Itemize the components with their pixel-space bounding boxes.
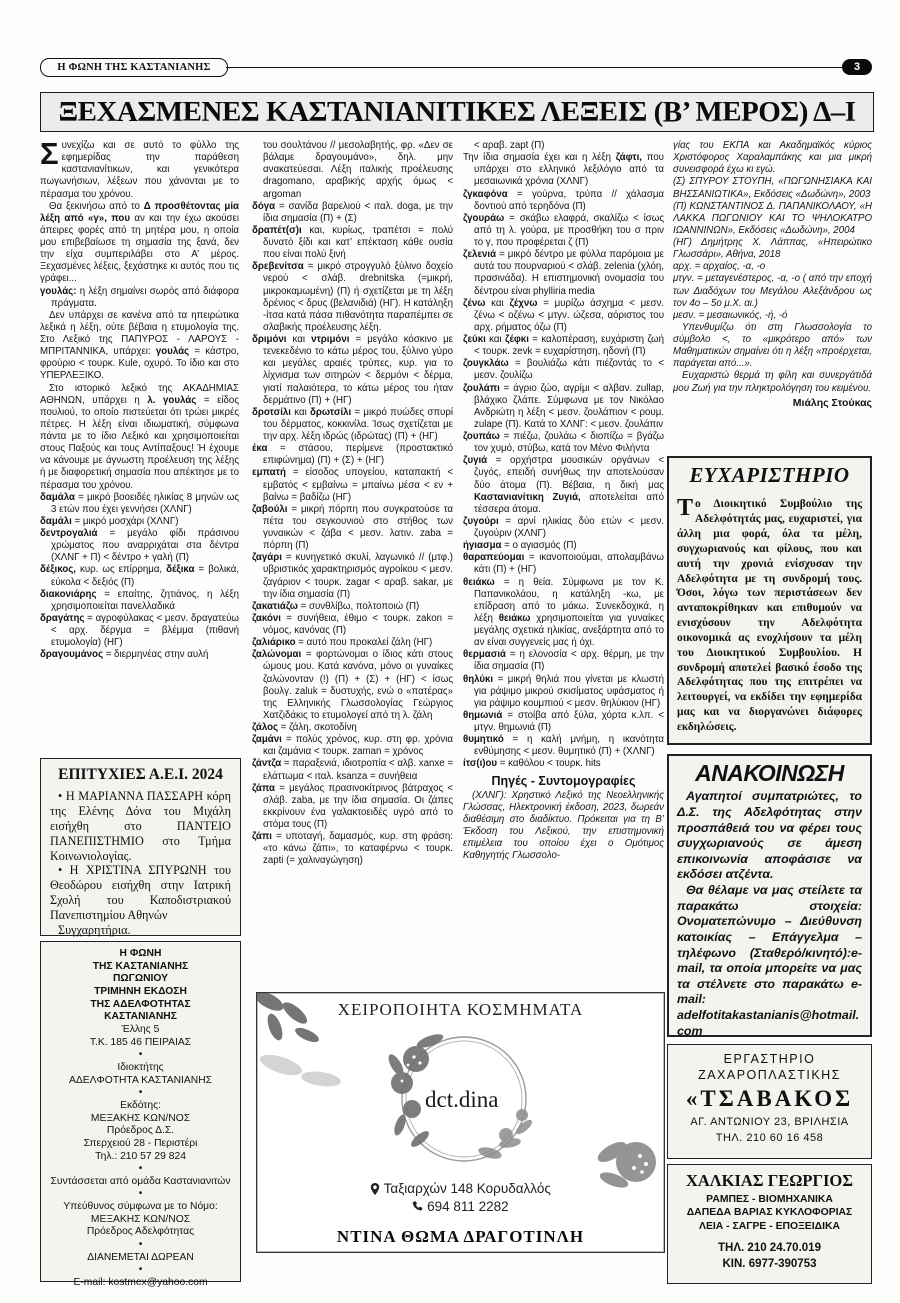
masthead-box	[40, 941, 241, 1289]
paragraph: αρχ. = αρχαίος, -α, -ο	[673, 261, 766, 273]
jewelry-brand-logo: dct.dina	[425, 1087, 499, 1112]
paragraph: μεσν. = μεσαιωνικός, -ή, -ό	[673, 309, 788, 321]
paragraph: Εκδότης:	[120, 1099, 161, 1111]
successes-items	[50, 789, 231, 938]
paragraph: ζουλάπι = άγριο ζώο, αγρίμι < αλβαν. zullap, βλάχικο ζλάπε. Σύμφωνα με τον Νικόλαο Ανδριώτη η λέξη < μεσν. ζουλάπιον < ρουμ. zulape (Π). Κατά το ΧΛΝΓ: < μεσν. ζουλάπιν	[463, 382, 664, 430]
col3-paragraphs	[463, 140, 664, 771]
paragraph: Δεν υπάρχει σε κανένα από τα ηπειρώτικα λεξικά η λέξη, ούτε βέβαια η ετυμολογία της. Στο Λεξικό της ΠΑΠΥΡΟΣ - ΛΑΡΟΥΣ - ΜΠΡΙΤΑΝΝΙΚΑ, υπάρχει: γουλάς = κάστρο, φρούριο < τουρκ. Kule, οχυρό. Το ίδιο και στο ΥΠΕΡΛΕΞΙΚΟ.	[40, 309, 239, 382]
jewelry-owner-name: ΝΤΙΝΑ ΘΩΜΑ ΔΡΑΓΟΤΙΝΛΗ	[336, 1227, 585, 1246]
jewelry-ad-header: ΧΕΙΡΟΠΟΙΗΤΑ ΚΟΣΜΗΜΑΤΑ	[337, 1000, 584, 1019]
paragraph: ΑΔΕΛΦΟΤΗΤΑ ΚΑΣΤΑΝΙΑΝΗΣ	[68, 1074, 213, 1086]
paragraph: δεντρογαλιά = μεγάλο φίδι πράσινου χρώματος που αναρριχάται στα δέντρα (ΧΛΝΓ + Π) < δέντρο + γαλή (Π)	[40, 528, 239, 564]
paragraph: ζαλιάρικο = αυτό που προκαλεί ζάλη (ΗΓ)	[252, 637, 433, 649]
flooring-ad	[667, 1164, 872, 1284]
paragraph: ζεύκι και ζέφκι = καλοπέραση, ευχάριστη ζωή < τουρκ. zevk = ευχαρίστηση, ηδονή (Π)	[463, 334, 664, 358]
paragraph: ζαμάνι = πολύς χρόνος, κυρ. στη φρ. χρόνια και ζαμάνια < τουρκ. zaman = χρόνος	[252, 734, 453, 758]
paragraph: ΜΕΞΑΚΗΣ ΚΩΝ/ΝΟΣ	[90, 1213, 191, 1225]
paragraph: Την ίδια σημασία έχει και η λέξη ζάφτι, που υπάρχει στο ελληνικό λεξιλόγιο από τα μεσαιωνικά χρόνια (ΧΛΝΓ)	[463, 152, 664, 188]
paragraph: Τ.Κ. 185 46 ΠΕΙΡΑΙΑΣ	[89, 1036, 192, 1048]
jewelry-phone	[257, 1199, 664, 1215]
paragraph: ζένω και ζέχνω = μυρίζω άσχημα < μεσν. ζένω < οζένω < μτγν. ώζεσα, αόριστος του αρχ. ρήματος όζω (Π)	[463, 297, 664, 333]
location-pin-icon	[370, 1183, 380, 1195]
paragraph: Πρόεδρος Δ.Σ.	[106, 1125, 175, 1137]
sources-text: (ΧΛΝΓ): Χρηστικό Λεξικό της Νεοελληνικής Γλώσσας, Ηλεκτρονική έκδοση, 2023, δωρεάν διαθέσιμη στο διαδίκτυο. Πρόκειται για τη Β’ Έκδοση του Λεξικού, την επιστημονική επιμέλεια του οποίου έχει ο Ομότιμος Καθηγητής Γλωσσολο-	[463, 789, 664, 862]
pastry-shop-ad	[667, 1044, 872, 1159]
paragraph: ζγουράω = σκάβω ελαφρά, σκαλίζω < ίσως από τη λ. γούρα, με προσθήκη του σ πριν το γ, που προφέρεται ζ (Π)	[463, 212, 664, 248]
paragraph: (Σ) ΣΠΥΡΟΥ ΣΤΟΥΠΗ, «ΠΩΓΩΝΗΣΙΑΚΑ ΚΑΙ ΒΗΣΣΑΝΙΩΤΙΚΑ», Εκδόσεις «Δωδώνη», 2003	[673, 176, 872, 200]
paragraph: Πρόεδρος Αδελφότητας	[86, 1226, 195, 1238]
pastry-shop-name: «ΤΣΑΒΑΚΟΣ	[685, 1085, 854, 1111]
paragraph: ζαγάρι = κυνηγετικό σκυλί, λαγωνικό // (μτφ.) υβριστικός χαρακτηρισμός αγροίκου < μεσν. ζαγάριον < τουρκ. zagar < αραβ. sakar, με την ίδια σημασία (Π)	[252, 552, 453, 600]
paragraph: γίας του ΕΚΠΑ και Ακαδημαϊκός κύριος Χριστόφορος Χαραλαμπάκης και μια μικρή συνεισφορά έχω κι εγώ.	[673, 140, 872, 176]
jewelry-ad	[256, 992, 665, 1253]
paragraph: δραπέτ(σ)ι και, κυρίως, τραπέτσι = πολύ δυνατό ξίδι και κατ’ επέκταση κάθε ουσία που είναι πολύ ξινή	[252, 224, 453, 261]
sources-paragraphs	[673, 140, 872, 395]
paragraph: θειάκω = η θεία. Σύμφωνα με τον Κ. Παπανικολάου, η κατάληξη -κω, με επίδραση από το μάκω. Συνεκδοχικά, η λέξη θειάκω χρησιμοποιείται για γυναίκες μεγάλης σχετικά ηλικίας, ανεξάρτητα από το αν είναι συγγενείς μας ή όχι.	[463, 576, 664, 649]
thank-you-text: ο Διοικητικό Συμβούλιο της Αδελφότητάς μας, ευχαριστεί, για άλλη μια φορά, όλα τα μέλη, συγχωριανούς και φίλους, που και αυτή την χρονιά ενίσχυσαν την Αδελφότητα με τη συνδρομή τους. Όσοι, λόγω των περιστάσεων δεν ανταποκρίθηκαν και επιθυμούν να ενισχύσουν την Αδελφότητα οικονομικά ας ενοχλήσουν τα μέλη του Διοικητικού Συμβουλίου. Η συνδρομή αποτελεί βασικό έσοδο της Αδελφότητας που της επιτρέπει να λειτουργεί, να εκδίδει την εφημερίδα μας και να διοργανώνει διάφορες εκδηλώσεις.	[677, 498, 862, 733]
jewelry-phone-text: 694 811 2282	[427, 1199, 509, 1214]
page-number: 3	[842, 59, 872, 75]
paragraph: •	[138, 1049, 143, 1061]
drop-cap: Σ	[40, 140, 59, 171]
sources-heading: Πηγές - Συντομογραφίες	[491, 773, 636, 788]
paragraph: ΔΙΑΝΕΜΕΤΑΙ ΔΩΡΕΑΝ	[87, 1251, 194, 1263]
paragraph: ζυγιά = ορχήστρα μουσικών οργάνων < ζυγός, επειδή συνήθως την αποτελούσαν δύο άτομα (Π). Βέβαια, η δική μας Καστανιανίτικη Ζυγιά, αποτελείται από τέσσερα άτομα.	[463, 455, 664, 515]
paragraph: ζάπα = μεγάλος πρασινοκίτρινος βάτραχος < σλάβ. zaba, με την ίδια σημασία. Οι ζάπες εκκρίνουν ένα γαλακτοειδές υγρό από το στόμα τους (Π)	[252, 782, 453, 830]
newspaper-title: Η ΦΩΝΗ ΤΗΣ ΚΑΣΤΑΝΙΑΝΗΣ	[40, 58, 228, 77]
paragraph: (ΗΓ) Δημήτρης Χ. Λάππας, «Ηπειρώτικο Γλωσσάρι», Αθήνα, 2018	[673, 237, 872, 261]
paragraph: •	[138, 1163, 143, 1175]
paragraph: ζάλος = ζάλη, σκοτοδίνη	[252, 722, 357, 733]
jewelry-address	[257, 1181, 664, 1197]
announcement-title: ΑΝΑΚΟΙΝΩΣΗ	[695, 760, 844, 786]
article-column-4	[673, 140, 872, 454]
masthead-lines	[45, 948, 236, 1290]
paragraph: Συντάσσεται από ομάδα Καστανιανιτών	[50, 1175, 231, 1187]
paragraph: Ευχαριστώ θερμά τη φίλη και συνεργάτιδά μου Ζωή για την πληκτρολόγηση του κειμένου.	[673, 370, 872, 394]
thank-you-box	[667, 456, 872, 745]
paragraph: ΜΕΞΑΚΗΣ ΚΩΝ/ΝΟΣ	[90, 1112, 191, 1124]
paragraph: θυμητικό = η καλή μνήμη, η ικανότητα ενθύμησης < μεσν. θυμητικό (Π) + (ΧΛΝΓ)	[463, 734, 664, 758]
col2-paragraphs	[252, 140, 453, 868]
article-column-2	[252, 140, 453, 988]
header-rule	[226, 67, 846, 68]
paragraph: ζάντζα = παραξενιά, ιδιοτροπία < αλβ. xanxe = ελάττωμα < ιταλ. ksanza = συνήθεια	[252, 758, 453, 782]
paragraph: μτγν. = μεταγενέστερος, -α, -ο ( από την εποχή των Διαδόχων του Μεγάλου Αλεξάνδρου ως τον 4ο – 5ο μ.Χ. αι.)	[673, 273, 872, 309]
article-column-1	[40, 140, 239, 754]
paragraph: δαμάλα = μικρό βοοειδές ηλικίας 8 μηνών ως 3 ετών που έχει γεννήσει (ΧΛΝΓ)	[40, 491, 239, 515]
paragraph: δαμάλι = μικρό μοσχάρι (ΧΛΝΓ)	[40, 515, 179, 527]
paragraph: •	[138, 1239, 143, 1251]
paragraph: ΚΑΣΤΑΝΙΑΝΗΣ	[104, 1011, 177, 1023]
paragraph: Συγχαρητήρια.	[58, 922, 131, 937]
paragraph: • Η ΜΑΡΙΑΝΝΑ ΠΑΣΣΑΡΗ κόρη της Ελένης Δόνα του Μιχάλη εισήχθη στο ΠΑΝΤΕΙΟ ΠΑΝΕΠΙΣΤΗΜΙΟ στο Τμήμα Κοινωνιολογίας.	[50, 789, 231, 863]
paragraph: ζουπάω = πιέζω, ζουλάω < διοπίζω = βγάζω τον χυμό, στύβω, κατά τον Μένο Φιλήντα	[463, 431, 664, 455]
article-column-3	[463, 140, 664, 988]
paragraph: Ιδιοκτήτης	[117, 1061, 164, 1073]
paragraph: ζαβούλι = μικρή πόρπη που συγκρατούσε τα πέτα του σεγκουνιού στο στήθος των γυναικών < ζάβα < μεσν. λατιν. zaba = πόρπη (Π)	[252, 503, 453, 552]
page-header	[40, 58, 872, 80]
flooring-tel: ΤΗΛ. 210 24.70.019	[718, 1242, 821, 1255]
lead-text: υνεχίζω και σε αυτό το φύλλο της εφημερίδας την παράθεση καστανιανίτικων, και γενικότερα πωγωνήσιων, λέξεων που χάνονται με το πέρασμα του χρόνου.	[40, 140, 239, 200]
paragraph: ζυγούρι = αρνί ηλικίας δύο ετών < μεσν. ζυγούριν (ΧΛΝΓ)	[463, 515, 664, 539]
paragraph: δραγουμάνος = διερμηνέας στην αυλή	[40, 649, 209, 661]
paragraph: Υπεύθυνος σύμφωνα με το Νόμο:	[63, 1201, 218, 1213]
paragraph: Υπενθυμίζω ότι στη Γλωσσολογία το σύμβολο <, το «μικρότερο από» των Μαθηματικών σημαίνει ότι η λέξη «προέρχεται, παράγεται από...».	[673, 321, 872, 370]
paragraph: adelfotitakastanianis@hotmail.com	[677, 1008, 860, 1038]
paragraph: ζάπι = υποταγή, δαμασμός, κυρ. στη φράση: «το κάνω ζάπι», το καταφέρνω < τουρκ. zapti (= χαλιναγώγηση)	[252, 831, 453, 867]
thank-you-title: ΕΥΧΑΡΙΣΤΗΡΙΟ	[689, 463, 850, 487]
pastry-address: ΑΓ. ΑΝΤΩΝΙΟΥ 23, ΒΡΙΛΗΣΙΑ	[690, 1115, 849, 1128]
paragraph: Έλλης 5	[121, 1023, 160, 1035]
paragraph: • Η ΧΡΙΣΤΙΝΑ ΣΠΥΡΩΝΗ του Θεοδώρου εισήχθη στην Ιατρική Σχολή του Καποδιστριακού Πανεπιστημίου Αθηνών	[50, 863, 231, 923]
thank-you-body	[677, 497, 862, 734]
paragraph: θερμασιά = η ελονοσία < αρχ. θέρμη, με την ίδια σημασία (Π)	[463, 649, 664, 673]
paragraph: •	[138, 1188, 143, 1200]
paragraph: γουλάς: η λέξη σημαίνει σωρός από διάφορα πράγματα.	[40, 285, 239, 309]
phone-icon	[412, 1201, 423, 1212]
flooring-line2: ΔΑΠΕΔΑ ΒΑΡΙΑΣ ΚΥΚΛΟΦΟΡΙΑΣ	[686, 1207, 853, 1219]
pastry-phone: ΤΗΛ. 210 60 16 458	[715, 1132, 824, 1145]
paragraph: δέξικος, κυρ. ως επίρρημα, δέξικα = βολικά, εύκολα < δεξιός (Π)	[40, 564, 239, 588]
announcement-box	[667, 754, 872, 1037]
pastry-line1: ΕΡΓΑΣΤΗΡΙΟ	[723, 1052, 816, 1066]
paragraph: Σπερχειού 28 - Περιστέρι	[83, 1137, 198, 1149]
flooring-name: ΧΑΛΚΙΑΣ ΓΕΩΡΓΙΟΣ	[685, 1171, 854, 1190]
paragraph: ζελενιά = μικρό δέντρο με φύλλα παρόμοια με αυτά του πουρναριού < σλάβ. zelenia (χλόη, πρασινάδα). Η επιστημονική ονομασία του δέντρου είναι phylliria media	[463, 249, 664, 297]
flooring-line3: ΛΕΙΑ - ΣΑΓΡΕ - ΕΠΟΞΕΙΔΙΚΑ	[699, 1220, 840, 1232]
paragraph: δόγα = σανίδα βαρελιού < ιταλ. doga, με την ίδια σημασία (Π) + (Σ)	[252, 200, 453, 224]
paragraph: ζακόνι = συνήθεια, έθιμο < τουρκ. zakon = νόμος, κανόνας (Π)	[252, 612, 453, 636]
paragraph: ήγιασμα = ο αγιασμός (Π)	[463, 540, 577, 552]
paragraph: < αραβ. zapt (Π)	[474, 140, 545, 151]
lead-paragraph	[40, 140, 239, 201]
drop-cap: Τ	[677, 495, 694, 522]
paragraph: θημωνιά = στοίβα από ξύλα, χόρτα κ.λπ. < μτγν. θημωνιά (Π)	[463, 709, 664, 733]
jewelry-address-text: Ταξιαρχών 148 Κορυδαλλός	[383, 1181, 551, 1196]
flooring-mobile: ΚΙΝ. 6977-390753	[722, 1257, 817, 1270]
paragraph: Θα θέλαμε να μας στείλετε τα παρακάτω στοιχεία: Ονοματεπώνυμο – Διεύθυνση κατοικίας – Επάγγελμα – τηλέφωνο (Σταθερό/κινητό):e-mail, τα οποία μπορείτε να μας τα στέλνετε στο παρακάτω e-mail:	[677, 883, 862, 1007]
paragraph: Στο ιστορικό λεξικό της ΑΚΑΔΗΜΙΑΣ ΑΘΗΝΩΝ, υπάρχει η λ. γουλάς = είδος πουλιού, το οποίο πιστεύεται ότι τρώει μικρές πέτρες. Η λέξη είναι ιδιωματική, σύμφωνα πάντα με το ίδιο Λεξικό και χρησιμοποιείται στους Παξούς και τους Αντίπαξους! Ή έχουμε να κάνουμε με άγνωστη προέλευση της λέξης ή με διαφορετική σημασία που απέκτησε με το πέρασμα του χρόνου.	[40, 382, 239, 491]
paragraph: ΠΩΓΩΝΙΟΥ	[112, 973, 169, 985]
paragraph: ζγκαφόνα = γούρνα, τρύπα // χάλασμα δοντιού από τερηδόνα (Π)	[463, 188, 664, 212]
paragraph: δριμόνι και ντριμόνι = μεγάλο κόσκινο με τενεκεδένιο το κάτω μέρος του, ξύλινο γύρο και μεγάλες αραιές τρύπες, κυρ. για το λίχνισμα των σιτηρών < δερμόνι < δέρμα, γιατί παλαιότερα, το κάτω μέρος του ήταν δερμάτινο (Π) + (ΗΓ)	[252, 334, 453, 406]
paragraph: E-mail: kostmex@yahoo.com	[73, 1277, 208, 1289]
paragraph: Τηλ.: 210 57 29 824	[95, 1150, 186, 1162]
paragraph: Αγαπητοί συμπατριώτες, το Δ.Σ. της Αδελφότητας στην προσπάθειά του να φέρει τους συγχωριανούς σε άμεση επικοινωνία αποφάσισε να εκδόσει ατζέντα.	[677, 789, 862, 882]
paragraph: ζαλώνομαι = φορτώνομαι ο ίδιος κάτι στους ώμους μου. Κατά κανόνα, μόνο οι γυναίκες ζαλώνονταν (!) (Π) + (Σ) + (ΗΓ) < ίσως βουλγ. zaluk = δυστυχής, ενώ ο «πατέρας» της Ελληνικής Γλωσσολογίας Γεώργιος Χατζιδάκις το ετυμολογεί από τη λ. ζάλη	[252, 649, 453, 721]
paragraph: ζουγκλάω = βουλιάζω κάτι πιέζοντάς το < μεσν. ζουλίζω	[463, 358, 664, 382]
flooring-line1: ΡΑΜΠΕΣ - ΒΙΟΜΗΧΑΝΙΚΑ	[706, 1193, 833, 1205]
paragraph: ΤΗΣ ΑΔΕΛΦΟΤΗΤΑΣ	[90, 998, 191, 1010]
paragraph: ΤΡΙΜΗΝΗ ΕΚΔΟΣΗ	[94, 985, 187, 997]
paragraph: του σουλτάνου // μεσολαβητής, φρ. «Δεν σε βάλαμε δραγουμάνο», δηλ. μην ανακατεύεσαι. Λέξη ιταλικής προέλευσης dragomano, αραβικής αρχής όμως < argoman	[263, 140, 453, 200]
paragraph: δρεβενίτσα = μικρό στρογγυλό ξύλινο δοχείο νερού < σλάβ. drebnitska (=μικρή, μικροκαμωμένη) (Π) ή σχετίζεται με τη λέξη δρένιος < δρυς (βελανιδιά) (ΗΓ). Η κατάληξη -ίτσα κατά πάσα πιθανότητα παραπέμπει σε σλαβικής προέλευσης λέξη.	[252, 261, 453, 333]
pastry-line2: ΖΑΧΑΡΟΠΛΑΣΤΙΚΗΣ	[698, 1068, 841, 1083]
paragraph: •	[138, 1264, 143, 1276]
paragraph: θηλύκι = μικρή θηλιά που γίνεται με κλωστή για ράψιμο μικρού σκισίματος υφάσματος ή για ράψιμο κουμπιού < μεσν. θηλύκιον (ΗΓ)	[463, 673, 664, 709]
paragraph: Θα ξεκινήσω από το Δ προσθέτοντας μία λέξη από «γ», που αν και την έχω ακούσει άπειρες φορές από τη μητέρα μου, η οποία μου επιβεβαίωσε τη σημασία της ξανά, δεν την είχα συμπεριλάβει στο Α’ μέρος. Ξεχασμένες λέξεις, ξεχάστηκε κι αυτός που τις γράφει...	[40, 200, 239, 285]
headline-text: ΞΕΧΑΣΜΕΝΕΣ ΚΑΣΤΑΝΙΑΝΙΤΙΚΕΣ ΛΕΞΕΙΣ (Β’ ΜΕΡΟΣ) Δ–Ι	[58, 95, 856, 128]
author-signature: Μιάλης Στούκας	[792, 396, 872, 409]
paragraph: έκα = στάσου, περίμενε (προστακτικό επιφώνημα) (Π) + (Σ) + (ΗΓ)	[252, 443, 453, 467]
successes-title: ΕΠΙΤΥΧΙΕΣ Α.Ε.Ι. 2024	[58, 766, 223, 783]
paragraph: εμπατή = είσοδος υπογείου, καταπακτή < εμβατός < εμβαίνω = μπαίνω μέσα < εν + βαίνω = βαδίζω (ΗΓ)	[252, 467, 453, 503]
paragraph: ίτσ(ι)ου = καθόλου < τουρκ. hits	[463, 758, 601, 770]
paragraph: διακονιάρης = επαίτης, ζητιάνος, η λέξη χρησιμοποιείται πανελλαδικά	[40, 588, 239, 612]
paragraph: δραγάτης = αγροφύλακας < μεσν. δραγατεύω < αρχ. δέργμα = βλέμμα (πιθανή ετυμολογία) (ΗΓ)	[40, 612, 239, 649]
article-headline-box	[40, 92, 874, 132]
paragraph: θαραπεύομαι = ικανοποιούμαι, απολαμβάνω κάτι (Π) + (ΗΓ)	[463, 552, 664, 576]
paragraph: δροτσίλι και δρωτσίλι = μικρό πυώδες σπυρί του δέρματος, κοκκινίλα. Ίσως σχετίζεται με την αρχ. λέξη ιδρώς (ιδρώτας) (Π) + (ΗΓ)	[252, 406, 453, 442]
paragraph: •	[138, 1087, 143, 1099]
university-successes-box	[40, 758, 241, 936]
paragraph: (Π) ΚΩΝΣΤΑΝΤΙΝΟΣ Δ. ΠΑΠΑΝΙΚΟΛΑΟΥ, «Η ΛΑΚΚΑ ΠΩΓΩΝΙΟΥ ΚΑΙ ΤΟ ΨΗΛΟΚΑΤΡΟ ΙΩΑΝΝΙΝΩΝ», Εκδόσεις «Δωδώνη», 2004	[673, 200, 872, 236]
paragraph: ζακατιάζω = συνθλίβω, πολτοποιώ (Π)	[252, 600, 420, 612]
announcement-paragraphs	[677, 789, 862, 1039]
col1-paragraphs	[40, 201, 239, 662]
paragraph: ΤΗΣ ΚΑΣΤΑΝΙΑΝΗΣ	[92, 960, 189, 972]
paragraph: Η ΦΩΝΗ	[119, 948, 162, 959]
